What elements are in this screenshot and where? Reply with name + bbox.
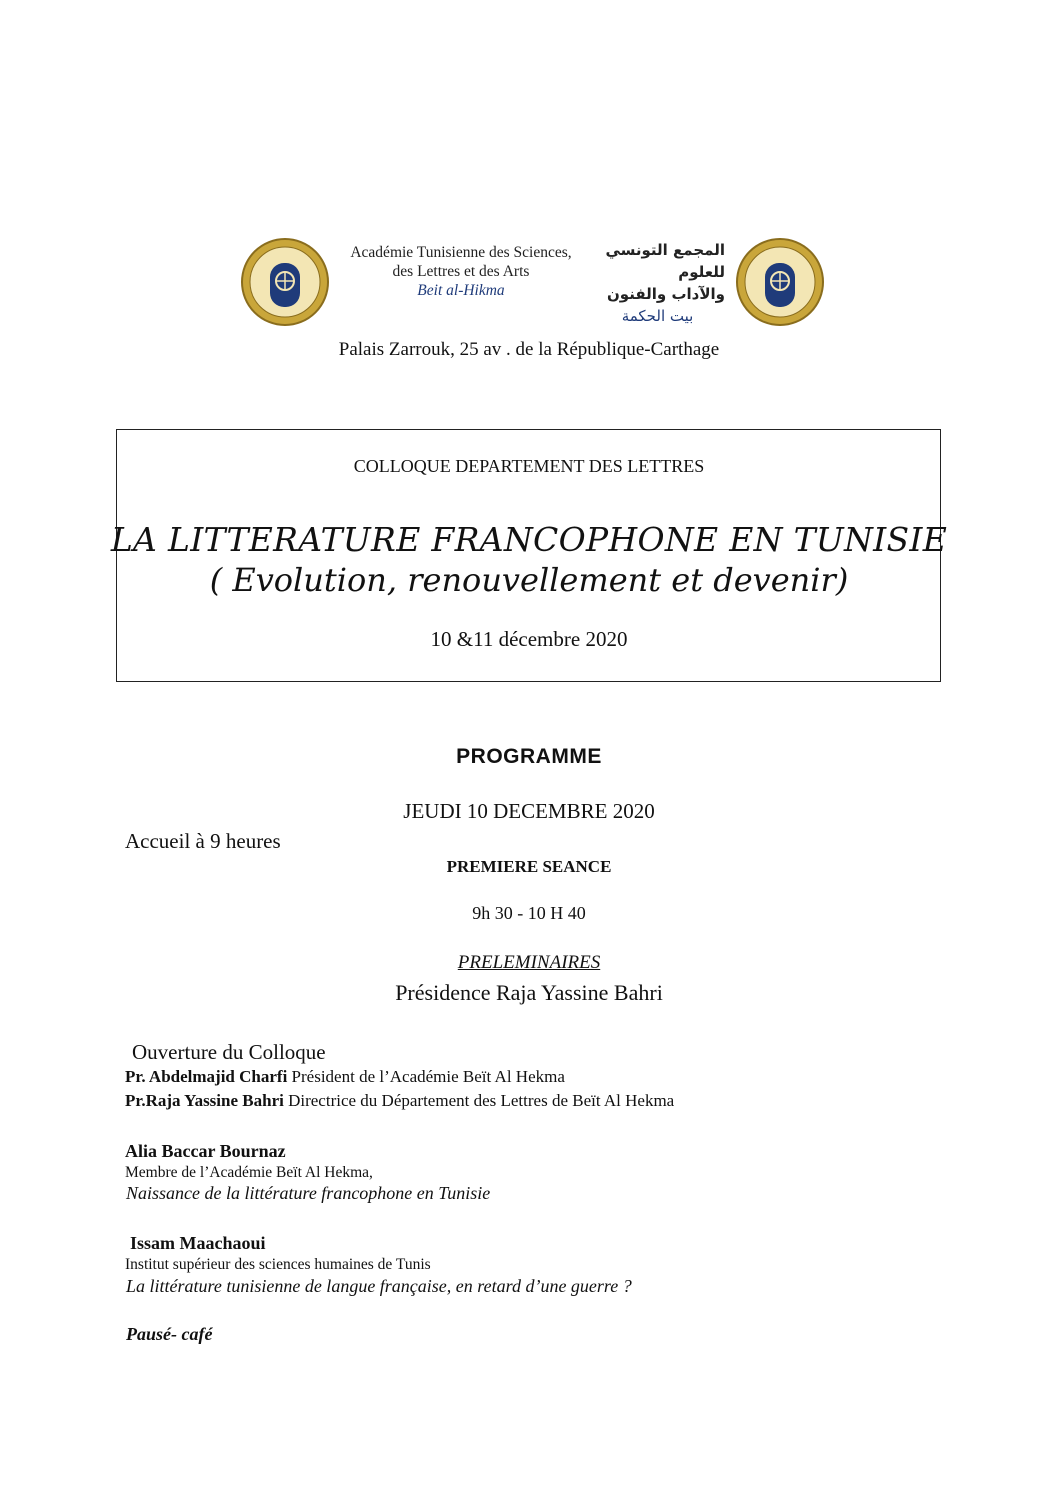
institution-fr-subtitle: Beit al-Hikma — [417, 282, 505, 299]
academy-seal-left — [240, 237, 330, 327]
event-kicker: COLLOQUE DEPARTEMENT DES LETTRES — [353, 456, 705, 476]
programme-heading: PROGRAMME — [456, 745, 602, 768]
talk-title: Naissance de la littérature francophone en Tunisie — [126, 1183, 491, 1203]
event-dates: 10 &11 décembre 2020 — [430, 627, 628, 651]
opening-speaker: Pr.Raja Yassine Bahri — [125, 1091, 284, 1110]
event-subtitle: ( Evolution, renouvellement et devenir) — [209, 561, 849, 599]
opening-item — [125, 1091, 674, 1111]
opening-speaker: Pr. Abdelmajid Charfi — [125, 1067, 288, 1086]
welcome-time: Accueil à 9 heures — [125, 829, 281, 853]
session-heading: PREMIERE SEANCE — [446, 857, 612, 876]
institution-fr-line2: des Lettres et des Arts — [392, 263, 530, 280]
day-heading: JEUDI 10 DECEMBRE 2020 — [403, 799, 655, 823]
talk-speaker: Issam Maachaoui — [130, 1233, 266, 1253]
institution-ar-line2: والآداب والفنون — [607, 285, 725, 303]
talk-affiliation: Institut supérieur des sciences humaines de Tunis — [125, 1256, 431, 1273]
event-title: LA LITTERATURE FRANCOPHONE EN TUNISIE — [110, 520, 948, 559]
session-time: 9h 30 - 10 H 40 — [472, 903, 586, 923]
preliminaries-heading: PRELEMINAIRES — [457, 952, 601, 973]
institution-name-fr — [336, 243, 586, 300]
venue-address: Palais Zarrouk, 25 av . de la République-Carthage — [338, 339, 720, 360]
institution-ar-line1: المجمع التونسي للعلوم — [605, 241, 725, 281]
opening-item — [125, 1067, 565, 1087]
talk-affiliation: Membre de l’Académie Beït Al Hekma, — [125, 1164, 373, 1181]
talk-title: La littérature tunisienne de langue française, en retard d’une guerre ? — [126, 1276, 632, 1296]
talk-speaker: Alia Baccar Bournaz — [125, 1141, 286, 1161]
opening-role: Directrice du Département des Lettres de Beït Al Hekma — [283, 1091, 675, 1110]
academy-seal-right — [735, 237, 825, 327]
institution-name-ar — [590, 239, 725, 327]
chair-name: Raja Yassine Bahri — [495, 980, 663, 1005]
session-chair — [0, 980, 1058, 1006]
chair-label: Présidence — [395, 980, 491, 1005]
opening-heading: Ouverture du Colloque — [132, 1040, 326, 1064]
opening-role: Président de l’Académie Beït Al Hekma — [287, 1067, 565, 1086]
institution-fr-line1: Académie Tunisienne des Sciences, — [350, 244, 572, 261]
institution-ar-subtitle: بيت الحكمة — [621, 307, 694, 325]
coffee-break: Pausé- café — [126, 1324, 213, 1344]
